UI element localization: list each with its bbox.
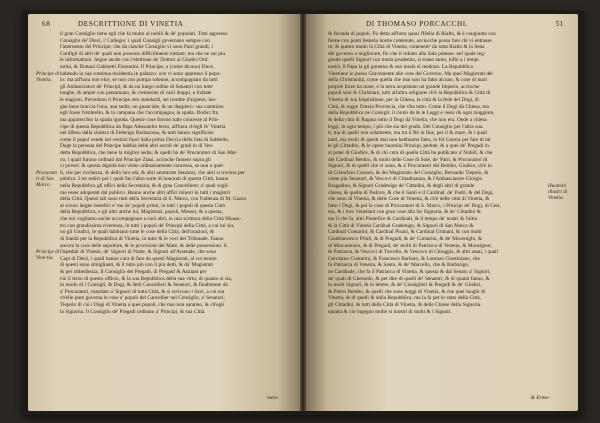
text-line: leggi, in ogni tempo, i più che sia del grado. Del Consiglio per l'altra sua. (328, 123, 484, 130)
text-line: ci poveri: & questa dignità non viene ordinariamente concessa, se non a quel- (60, 163, 225, 170)
text-line: ti, ma di quelli non solamente, ma tra il Rè in fine, per il & mare, & i quali (328, 130, 488, 137)
right-body-text (328, 31, 544, 315)
text-line: nella Repubblica gli uffici della Secretaria, & di gran Cancelliere; a' quali sogli- (60, 183, 229, 190)
text-line: fatto i Dogi, & poi le cose di Procuratori di S. Marco, i Principi de' Dogi, di Cesi, (328, 202, 501, 209)
text-line: no gli Giudici, le quali habbiano tutte le cose della Città, dell'orazioni, & (60, 229, 214, 236)
open-book (22, 10, 584, 415)
text-line: proprie forze ha mare, e la terra acquistato un grande Imperio, accioche (328, 83, 480, 90)
text-line: di Cristoforo Corsaro, & del Magistrato del Consiglio, Bernardo Tiepolo, & (328, 169, 489, 176)
text-line: Cardinal Contarini, & Cardinal Pisani, & Cardinal Grimani, & con molti (328, 229, 482, 236)
text-line: che sono di Vinetia, & delle Cose di Venetia, & ch'è delle città di Vinetia, & (328, 196, 490, 203)
text-line: lo: ma all'hora non elce, se non con pompa solenne, accompagnato da tutti (60, 77, 218, 84)
text-line: della Repubblica ne Consigli: il conto da & le Leggi e vessi dà ogni maggiore, (328, 110, 495, 117)
text-line: Vinetiane io posso Gravemente alle cose del Governo. Ma quei Magistrati del (328, 70, 493, 77)
right-running-title: DI THOMASO PORCACCHI. (366, 20, 469, 28)
text-line: re: & questo modo la Città di Vinetia, contenere' da tutta Rialto & la Sena (328, 44, 485, 51)
text-line: della Città. Questi tali sono tutti della Secretaria di S. Marco, con l'udienza di M. Gazzo (60, 196, 247, 203)
text-line: Vinetia, & di quelli & dalla Repubblica, ma la fa per lo stato della Città, (328, 295, 481, 302)
text-line: popoli suoi & Christiani, tutti all'altra religione ch'è la Repubblica & Città di (328, 90, 491, 97)
text-line: & Patriarca, & Vescovi di Torcello, & Vescovo di Chioggia, & altri assai, i quali (328, 249, 498, 256)
text-line: della Christianità, come quella che mai non ha fatto alcuno, & cose di mari (328, 77, 487, 84)
text-line: de' quali di Gherardo, & per dire di quelli de' Senatori, & di quanti fanno, & (328, 275, 490, 282)
text-line: della Repubblica, e gli altri anche lui, Magistrati, popoli, Messer, & a questa, (60, 209, 223, 216)
text-line: di questi sono simiglianti, & il tutto più con il più detti, & da' Magistrati (60, 262, 214, 269)
text-line: tanti, ma molti di questi mai non habbiamo fatto, in frà Guerra per fare di tal (328, 136, 491, 143)
left-page-number: 68 (42, 20, 51, 28)
text-line: del governo a migliorare, fin che il ridotto alla Sala potesse: nel quale reg- (328, 50, 486, 57)
text-line: Consiglio de' Dieci, i' Collegio: i quali Consigli governano sempre con (60, 37, 210, 44)
text-line: al sicuro larghe benefici e' ma de' popoli primi, in tutti i popoli di questa Città (60, 202, 225, 209)
text-line: ma apparecchio la spada ignuda. Queste cose furono tutte concesse al Prin- (60, 116, 220, 123)
text-line: di Sanità per la Repubblica di Vinetia, in tutte & le voci del Tribunale. Fanno (60, 235, 224, 242)
text-line: in modo di i Consigli, & Dogi, & detti Cancellieri & Senatori, & finalmente dà (60, 282, 228, 289)
text-line: co, i quali furono ordinati dal Principe Ziani, accioche fussero sopra gli (60, 156, 211, 163)
text-line: cipe di questa Repubblica da Papa Alessandro terzo, all'hora ch'egli fe' Vinetia (60, 123, 226, 130)
text-line: a' Procuratori, mandato a' Signori di tutta Città, & si scrivono i Savi, a cui era (60, 288, 225, 295)
text-line: mo esser adoperati dal publico. Hanno anche altri uffici minori in tutti i magistri (60, 189, 230, 196)
text-line: di Marcantonio, & di Pregadi, de' molti di Patriarca di Venetia, & Monsignor, (328, 242, 492, 249)
text-line: la Signoria. Il Consiglio de' Pregadi ordinato a' Principi, & sua Città. (60, 308, 206, 315)
margin-note: Principe di Vine-tia. (36, 249, 60, 262)
text-line: fu Patriarca di Venetia, & Santo, & de' Marcello, che & Barbarigo, (328, 262, 470, 269)
text-line: Signori, & di quelli che vi sono, & a' Procuratori del Bembo, Giudice, ch'è in (328, 163, 492, 170)
text-line: al poter di Giudice, & di chi cura di quella Città ha publicato a' Nobili, & che (328, 149, 493, 156)
text-line: Doge la persona del Principe habbia delle altri secoli de' gradi in di Ven- (60, 143, 214, 150)
left-page (28, 14, 300, 411)
text-line: Capi di Dieci, i quali hanno cura di fare da questi Magistrati, al cui tenore (60, 255, 217, 262)
text-line: tarini, & Dottani Gabinetti Fiorentini. Il Principe, o (come dicono) Duce, (60, 64, 215, 71)
margin-note: Procurato ri di San Marco. (36, 170, 58, 189)
text-line: le informationi. Segue anche con l'elettione de' Dottori ai Giudici Ord. (60, 57, 209, 64)
text-line: come il popol vende nel vestirsi fuori dalla prima Doccia della lista di Sabbello. (60, 136, 230, 143)
text-line: & la Città di Vinetia Cardinal Gradenigo, & Signori di San Marco & (328, 222, 474, 229)
text-line: ghe bene braccia l'una, una sedia, un guanciale, & un doppiero: sua cammino (60, 103, 224, 110)
text-line: del Cardinal Bembo, & molti delle Cose di Sole, de' Patri, & Procuratori di (328, 156, 488, 163)
text-line: chiesa, & quella di Padova, & che il Santi e il Cardinal, de' Padri, & del Dogi, (328, 189, 494, 196)
text-line: in molti Signori, & in lettere, & de' Consiglieri & Pregadi & de' Giudici, (328, 282, 482, 289)
right-page-number: 51 (555, 20, 564, 28)
left-catchword: mero (267, 395, 278, 401)
text-line: ancora la cura delle sepolture, & le provisioni del Mare, & delle possessioni. S. (60, 242, 228, 249)
text-line: gli Cittadini, & tutti della Città di Vinetia, & delle Chiese della Signoria. (328, 301, 482, 308)
text-line: come piu Senatori, & Vescovi di Cittadinanza, & l'Ambasciatore Giorgio (328, 176, 483, 183)
text-line: che noi vogliamo anche accompagnare a suoi altri, in una scrittura della Città Monas- (60, 216, 242, 223)
text-line: le stagioni. Precedono il Principe otto stendardi, sei trombe d'argento, lun- (60, 97, 217, 104)
text-line: ma, & i loro Venetiani con gran cose alla lor Signoria, & de' Cittadini & (328, 209, 481, 216)
text-line: nel difeso dalla sinistra di Federigo Barbarossa, & tutti hanno significato (60, 130, 214, 137)
text-line: & per obbedienza. Il Consiglio dei Pregadi, di Pregadi & Anziani per (60, 268, 207, 275)
text-line: le gli Cittadini, & le opere huomini Principi, pedute, & a quei de' Pregadi in (328, 143, 489, 150)
text-line: l'interuento del Principe; che da ciasche Consiglio vi sono Patri grandi, i (60, 44, 213, 51)
margin-note: Huomini illustri di Vinetia. (548, 183, 568, 202)
text-line: gendo quelli Signori con molta prudentia, si erano tanto, infin a i tempi (328, 57, 479, 64)
text-line: publica. I tre sedici poi i quali fan l'altra sorte di honorati di questa Città, hanno (60, 176, 229, 183)
text-line: detta Repubblica, che tiene la miglior sedia; & quelli hà de' Procuratori di San Mar- (60, 149, 238, 156)
text-line: ciò il terzo di questo officio, & la sua Repubblica della sua virtu, di quanto si sia, (60, 275, 232, 282)
text-line: Ospedali di Vinetia, de' Signori di Notte, & Signori all'Arsenale, che sono (60, 249, 217, 256)
text-line: Tiepolo di ciò i Dogi di Vinetia a quei popoli, che mai non saranno, & ch'egli (60, 301, 225, 308)
right-catchword: & Ermo- (530, 395, 550, 401)
text-line: Gerolamo Contarini, & Francesco Barbaro, & Lorenzo Giustiniano, che (328, 255, 480, 262)
text-line: nostri, il Papa la gli gouerna & suo modo si rendono. La Repubblica (328, 64, 473, 71)
text-line: li, che per ricchezza, & della loro età, & altri ammirate Senatori, che altri si trovino per (60, 169, 245, 176)
text-line: & della città di Ragusa tutto il Dogi dà Vinetia, che non era. Onde a chiesa (328, 116, 487, 123)
text-line: gli Ambasciatori de' Principi, & da un lungo ordine di Senatori con tutte (60, 83, 213, 90)
right-page (306, 14, 578, 411)
text-line: tro con grandissima riverenza, in tutti i popoli de' Principi della Città, a cui lui siu, (60, 222, 235, 229)
left-running-title: DESCRITTIONE DI VINETIA (78, 20, 184, 28)
text-line: & ficonda di popoli. Fu detta all'hora quasi l'Hella di Rialto, & è congiunta con (328, 31, 496, 37)
text-line: Bragadino, & Signori Gradenigo de' Cittadini, & degli altri di grande (328, 183, 475, 190)
text-line: ne Cardinale, che fa il Patriarca di Vinetia, & questa & dal Senato a' Signori, (328, 268, 491, 275)
margin-note: Principe di Vinetia. (36, 70, 60, 83)
text-line: fieme con ponti festeria hostie contenute, acciocche possa fare chi vi entrasse (328, 37, 492, 44)
text-line: Città, & regge l'intera Provincia, che s'ha tutto. Come il Dogi dà Chiesa, ma (328, 103, 489, 110)
text-line: Gianfrancesco Priuli, & di Pregadi, & de' Contarini, & de' Mocenighi, & (328, 235, 482, 242)
text-line: Configli di altri de' quali non possono difficilmente trattare; ma che ne sul piu (60, 50, 225, 57)
text-line: longhe, & ampie con passamano, & cremesine di varii drappi, e fodrate (60, 90, 212, 97)
text-line: habendo la sua continua residentia in palazzo: ove vi sono appresso il popo- (60, 70, 221, 77)
text-line: egli fosse l'ombrello, & la campana che l'accompagna, la spada. Dodici fra (60, 110, 219, 117)
text-line: Vinetia di sua Inquisitione, per la Chiesa, la città & la fede del Dogi, di (328, 97, 479, 104)
left-body-text (60, 31, 282, 315)
text-line: il gran Consiglio tiene egli che fa molto al nobili & de' popolari. Tutti appresso (60, 31, 228, 37)
text-line: quanta & cio ingegno molte si mostri di molti & i Signori. (328, 308, 452, 315)
text-line: ma il che fa, altri Pontefice & Cardinali, & il tempo de' nostri & l'altra (328, 216, 478, 223)
text-line: & Pietro Bembo, & quelli che sono hoggi di Vinetia, & che quei luoghi di (328, 288, 485, 295)
text-line: ch'elle pure governa le cose a' popoli del Cancellier nel Consiglio, a' Senatori, (60, 295, 225, 302)
